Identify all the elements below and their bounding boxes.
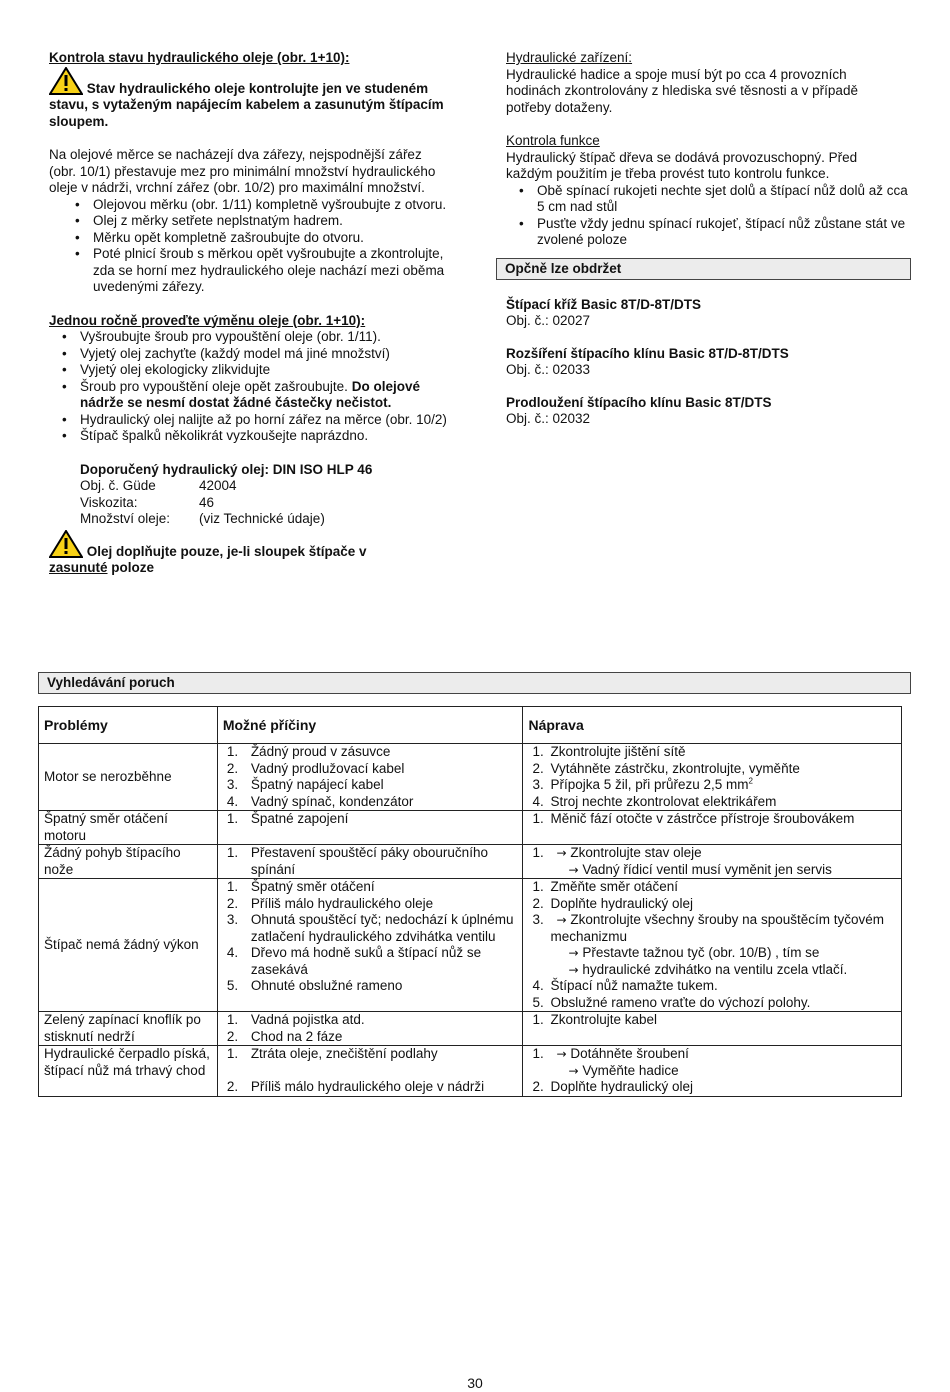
remedies-cell: [523, 744, 902, 811]
table-row: [39, 879, 902, 1012]
cause-item: 1. Vadná pojistka atd.: [226, 1012, 365, 1027]
remedy-item: → Přestavte tažnou tyč (obr. 10/B) , tím se: [568, 945, 820, 960]
remedy-item: 1. Měnič fází otočte v zástrčce přístroje šroubovákem: [532, 811, 855, 826]
causes-cell: [217, 1046, 523, 1097]
remedies-cell: [523, 845, 902, 879]
table-row: [39, 845, 902, 879]
problem-cell: Špatný směr otáčení motoru: [39, 811, 218, 845]
remedies-cell: [523, 879, 902, 1012]
warning-note-1: [49, 67, 449, 131]
recommended-oil-block: [49, 462, 449, 528]
cause-item: 1. Špatný směr otáčení: [226, 879, 375, 894]
spec-row: Obj. č. Güde 42004: [80, 478, 237, 493]
oil-gauge-paragraph: Na olejové měrce se nacházejí dva zářezy, nejspodnější zářez (obr. 10/1) přestavuje mez pro minimální množství hydraulického oleje v nádrži, vrchní zářez (obr. 10/2) pro maximální množství.: [49, 147, 436, 195]
right-arrow-icon: →: [568, 1063, 583, 1078]
oil-spec-table: [80, 478, 449, 528]
warning-triangle-icon: [49, 67, 83, 95]
accessory-name: Štípací kříž Basic 8T/D-8T/DTS: [506, 296, 702, 312]
list-item: • Vyjetý olej zachyťte (každý model má jiné množství): [49, 346, 449, 363]
list-item: • Měrku opět kompletně zašroubujte do otvoru.: [49, 230, 449, 247]
troubleshooting-table: [38, 706, 902, 1097]
remedy-item: 1. Zkontrolujte kabel: [532, 1012, 658, 1027]
cause-item: 5. Ohnuté obslužné rameno: [226, 978, 403, 993]
page-number: 30: [467, 1375, 483, 1391]
problem-cell: Hydraulické čerpadlo píská, štípací nůž má trhavý chod: [39, 1046, 218, 1097]
accessory-code: Obj. č.: 02027: [506, 313, 591, 328]
causes-cell: [217, 811, 523, 845]
list-item: • Poté plnicí šroub s měrkou opět vyšroubujte a zkontrolujte, zda se horní mez hydraulického oleje nachází mezi oběma uvedenými zářezy.: [49, 246, 449, 296]
right-arrow-icon: →: [556, 1047, 571, 1061]
function-text: Hydraulický štípač dřeva se dodává provozuschopný. Před každým použitím je třeba provést tuto kontrolu funkce.: [506, 149, 858, 181]
warning-triangle-icon: [49, 530, 83, 558]
remedy-item: 1. Zkontrolujte jištění sítě: [532, 744, 686, 759]
accessory-code: Obj. č.: 02033: [506, 362, 591, 377]
right-arrow-icon: →: [568, 862, 583, 877]
remedy-item: → Vadný řídicí ventil musí vyměnit jen servis: [568, 861, 832, 877]
list-item: • Pusťte vždy jednu spínací rukojeť, štípací nůž zůstane stát ve zvolené poloze: [506, 216, 911, 249]
remedy-item: 3. Přípojka 5 žil, při průřezu 2,5 $mm^2$: [532, 776, 753, 792]
hydraulic-text: Hydraulické hadice a spoje musí být po cca 4 provozních hodinách zkontrolovány z hlediska své těsnosti a v případě potřeby dotaženy.: [506, 66, 858, 115]
accessories-list: [506, 297, 911, 428]
list-item: • Olejovou měrku (obr. 1/11) kompletně vyšroubujte z otvoru.: [49, 197, 449, 214]
accessory-name: Rozšíření štípacího klínu Basic 8T/D-8T/DTS: [506, 345, 789, 361]
table-row: [39, 744, 902, 811]
list-item: • Hydraulický olej nalijte až po horní zářez na měrce (obr. 10/2): [49, 412, 449, 429]
function-title: Kontrola funkce: [506, 133, 600, 148]
accessory-code: Obj. č.: 02032: [506, 411, 591, 426]
table-row: [39, 811, 902, 845]
causes-cell: [217, 845, 523, 879]
cause-item: 4. Dřevo má hodně suků a štípací nůž se zasekává: [226, 945, 482, 977]
column-header: Náprava: [523, 707, 902, 744]
cause-item: 1. Ztráta oleje, znečištění podlahy: [226, 1046, 438, 1061]
right-arrow-icon: →: [556, 913, 571, 927]
problem-cell: Motor se nerozběhne: [39, 744, 218, 811]
causes-cell: [217, 879, 523, 1012]
troubleshooting-header: Vyhledávání poruch: [38, 672, 911, 694]
remedy-item: 4. Stroj nechte zkontrolovat elektrikářem: [532, 793, 777, 809]
remedy-item: 1. → Zkontrolujte stav oleje: [532, 845, 702, 860]
right-arrow-icon: →: [568, 962, 583, 977]
cause-item: 4. Vadný spínač, kondenzátor: [226, 793, 414, 809]
oil-check-steps: [49, 197, 449, 296]
cause-item: 2. Chod na 2 fáze: [226, 1028, 343, 1044]
table-row: [39, 1046, 902, 1097]
cause-item: 1. Přestavení spouštěcí páky obouručního spínání: [226, 845, 488, 877]
cause-item: 2. Příliš málo hydraulického oleje v nádrži: [226, 1079, 485, 1094]
problem-cell: Žádný pohyb štípacího nože: [39, 845, 218, 879]
cause-item: 2. Příliš málo hydraulického oleje: [226, 895, 434, 911]
spec-row: Množství oleje: (viz Technické údaje): [80, 511, 325, 526]
remedy-item: → Vyměňte hadice: [568, 1062, 679, 1078]
remedy-item: 1. → Dotáhněte šroubení: [532, 1046, 689, 1061]
remedy-item: 2. Doplňte hydraulický olej: [532, 895, 694, 911]
list-item: • Olej z měrky setřete neplstnatým hadrem.: [49, 213, 449, 230]
causes-cell: [217, 1012, 523, 1046]
right-arrow-icon: →: [556, 846, 571, 860]
list-item: • Štípač špalků několikrát vyzkoušejte naprázdno.: [49, 428, 449, 445]
cause-item: 1. Špatné zapojení: [226, 811, 349, 826]
causes-cell: [217, 744, 523, 811]
list-item: • Obě spínací rukojeti nechte sjet dolů a štípací nůž dolů až cca 5 cm nad stůl: [506, 183, 911, 216]
problem-cell: Štípač nemá žádný výkon: [39, 879, 218, 1012]
remedy-item: 4. Štípací nůž namažte tukem.: [532, 978, 718, 993]
list-item: • Šroub pro vypouštění oleje opět zašroubujte. Do olejové nádrže se nesmí dostat žádné částečky nečistot.: [49, 379, 449, 412]
accessory-item: [506, 346, 911, 379]
oil-change-title: Jednou ročně proveďte výměnu oleje (obr. 1+10):: [49, 312, 366, 328]
remedy-item: 3. → Zkontrolujte všechny šrouby na spouštěcím tyčovém mechanizmu: [532, 912, 884, 944]
optional-section-header: Opčně lze obdržet: [496, 258, 911, 280]
hydraulic-title: Hydraulické zařízení:: [506, 50, 633, 65]
function-steps: [506, 183, 911, 249]
oil-check-title: Kontrola stavu hydraulického oleje (obr. 1+10):: [49, 50, 350, 65]
cause-item: 3. Špatný napájecí kabel: [226, 777, 384, 792]
table-row: [39, 1012, 902, 1046]
remedy-item: 5. Obslužné rameno vraťte do výchozí polohy.: [532, 994, 811, 1010]
warning-text-1: Stav hydraulického oleje kontrolujte jen ve studeném stavu, s vytaženým napájecím kabelem a zasunutým štípacím sloupem.: [49, 80, 444, 129]
remedies-cell: [523, 811, 902, 845]
warning-note-2: Olej doplňujte pouze, je-li sloupek štípače v zasunuté poloze: [49, 530, 449, 577]
column-header: Možné příčiny: [217, 707, 523, 744]
remedy-item: 1. Změňte směr otáčení: [532, 879, 679, 894]
accessory-item: [506, 395, 911, 428]
spec-row: Viskozita: 46: [80, 494, 215, 510]
list-item: • Vyjetý olej ekologicky zlikvidujte: [49, 362, 449, 379]
remedy-item: 2. Vytáhněte zástrčku, zkontrolujte, vyměňte: [532, 760, 800, 776]
remedy-item: → hydraulické zdvihátko na ventilu zcela vtlačí.: [568, 961, 848, 977]
column-header: Problémy: [39, 707, 218, 744]
right-arrow-icon: →: [568, 946, 583, 960]
remedy-item: 2. Doplňte hydraulický olej: [532, 1079, 694, 1094]
problem-cell: Zelený zapínací knoflík po stisknutí nedrží: [39, 1012, 218, 1046]
table-header-row: [39, 707, 902, 744]
right-column: [506, 50, 911, 444]
cause-item: 1. Žádný proud v zásuvce: [226, 744, 391, 759]
cause-item: 3. Ohnutá spouštěcí tyč; nedochází k úplnému zatlačení hydraulického zdvihátka ventilu: [226, 912, 514, 944]
list-item: • Vyšroubujte šroub pro vypouštění oleje (obr. 1/11).: [49, 329, 449, 346]
remedies-cell: [523, 1046, 902, 1097]
cause-item: 2. Vadný prodlužovací kabel: [226, 760, 405, 776]
left-column: [49, 50, 449, 577]
recommended-oil-title: Doporučený hydraulický olej: DIN ISO HLP 46: [80, 461, 373, 477]
accessory-name: Prodloužení štípacího klínu Basic 8T/DTS: [506, 394, 772, 410]
oil-change-steps: [49, 329, 449, 445]
remedies-cell: [523, 1012, 902, 1046]
accessory-item: [506, 297, 911, 330]
